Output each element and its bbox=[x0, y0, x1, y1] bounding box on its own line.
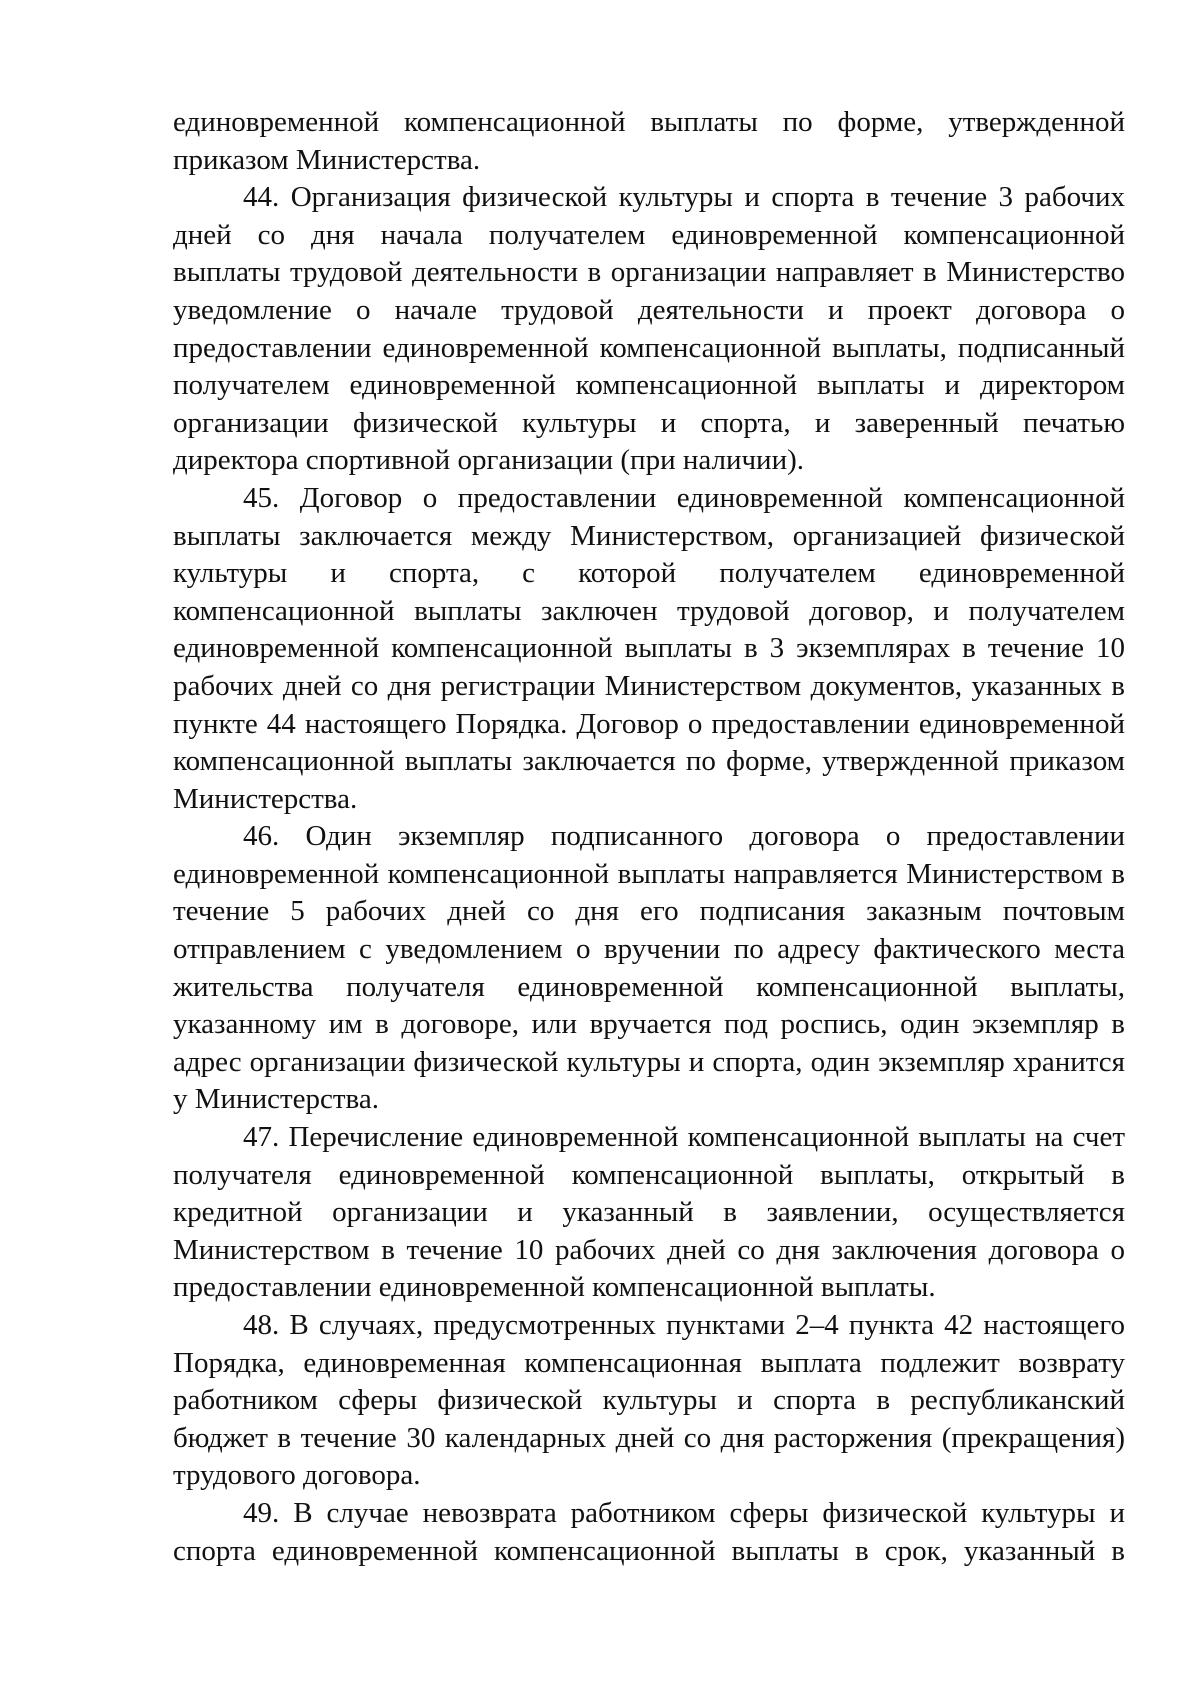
paragraph-46: 46. Один экземпляр подписанного договора о предоставлении единовременной компенсационной выплаты направляется Министерством в течение 5 рабочих дней со дня его подписания заказным почтовым отправлением с уведомлением о вручении по адресу фактического места жительства получателя единовременной компенсационной выплаты, указанному им в договоре, или вручается под роспись, один экземпляр в адрес организации физической культуры и спорта, один экземпляр хранится у Министерства. bbox=[173, 820, 1125, 1116]
paragraph-continuation: единовременной компенсационной выплаты по форме, утвержденной приказом Министерства. bbox=[173, 106, 1125, 176]
paragraph-47: 47. Перечисление единовременной компенсационной выплаты на счет получателя единовременной компенсационной выплаты, открытый в кредитной организации и указанный в заявлении, осуществляется Министерством в течение 10 рабочих дней со дня заключения договора о предоставлении единовременной компенсационной выплаты. bbox=[173, 1121, 1125, 1304]
document-page bbox=[173, 104, 1125, 1570]
paragraph-49: 49. В случае невозврата работником сферы физической культуры и спорта единовременной компенсационной выплаты в срок, указанный в bbox=[173, 1496, 1125, 1567]
paragraph-48: 48. В случаях, предусмотренных пунктами 2–4 пункта 42 настоящего Порядка, единовременная компенсационная выплата подлежит возврату работником сферы физической культуры и спорта в республиканский бюджет в течение 30 календарных дней со дня расторжения (прекращения) трудового договора. bbox=[173, 1309, 1125, 1492]
paragraph-44: 44. Организация физической культуры и спорта в течение 3 рабочих дней со дня начала получателем единовременной компенсационной выплаты трудовой деятельности в организации направляет в Министерство уведомление о начале трудовой деятельности и проект договора о предоставлении единовременной компенсационной выплаты, подписанный получателем единовременной компенсационной выплаты и директором организации физической культуры и спорта, и заверенный печатью директора спортивной организации (при наличии). bbox=[173, 181, 1125, 477]
paragraph-45: 45. Договор о предоставлении единовременной компенсационной выплаты заключается между Министерством, организацией физической культуры и спорта, с которой получателем единовременной компенсационной выплаты заключен трудовой договор, и получателем единовременной компенсационной выплаты в 3 экземплярах в течение 10 рабочих дней со дня регистрации Министерством документов, указанных в пункте 44 настоящего Порядка. Договор о предоставлении единовременной компенсационной выплаты заключается по форме, утвержденной приказом Министерства. bbox=[173, 481, 1125, 815]
